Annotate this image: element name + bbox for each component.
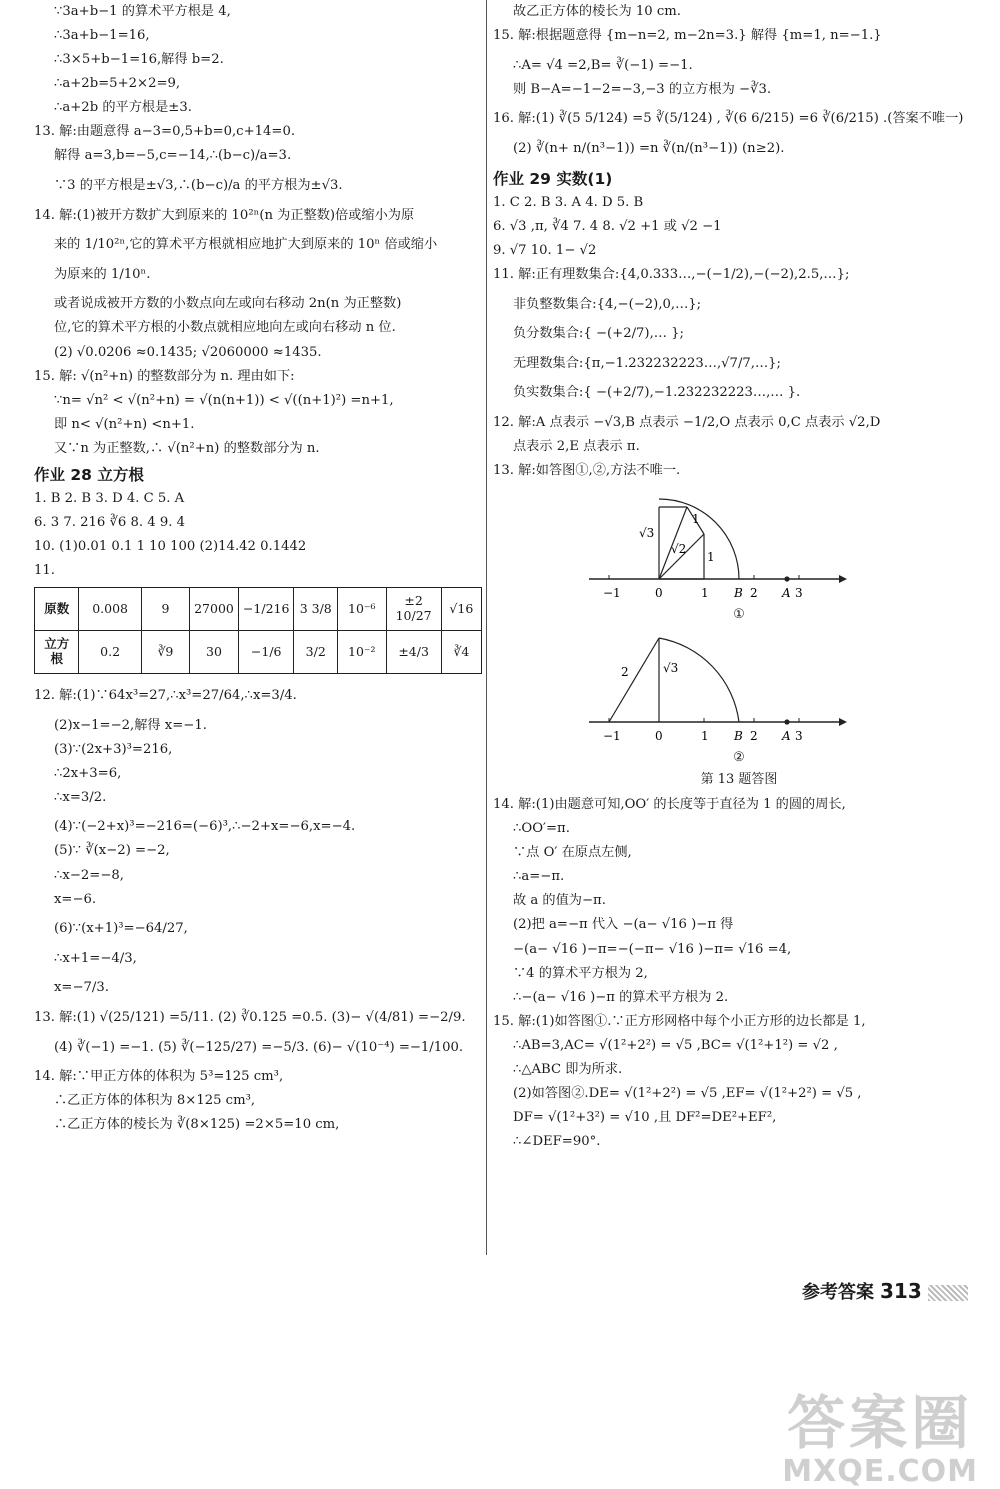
tick-label: 1 [701,586,709,601]
table-cell: 3 3/8 [294,588,338,631]
text-line: 14. 解:∵甲正方体的体积为 5³=125 cm³, [34,1069,284,1085]
tick-label: A [782,729,791,744]
footer-label: 参考答案 [802,1282,874,1303]
text-line: 14. 解:(1)被开方数扩大到原来的 10²ⁿ(n 为正整数)倍或缩小为原 [34,207,415,223]
text-line: 15. 解:(1)如答图①.∵正方形网格中每个小正方形的边长都是 1, [493,1013,866,1029]
text-line: ∴∠DEF=90°. [513,1134,601,1150]
tick-label: 3 [795,586,803,601]
left-column [34,4,482,1141]
text-line: 6. √3 ,π, ∛4 7. 4 8. √2 +1 或 √2 −1 [493,218,722,234]
figure-mark-1: ① [733,607,745,623]
text-line: (4)∵(−2+x)³=−216=(−6)³,∴−2+x=−6,x=−4. [54,819,356,835]
text-line: 12. 解:(1)∵64x³=27,∴x³=27/64,∴x=3/4. [34,688,297,703]
text-line: 点表示 2,E 点表示 π. [513,438,640,454]
text-line: 故乙正方体的棱长为 10 cm. [513,4,681,19]
text-line: 故 a 的值为−π. [513,893,606,909]
tick-label: −1 [603,586,621,601]
text-line: (2)如答图②.DE= √(1²+2²) = √5 ,EF= √(1²+2²) = √5 , [513,1086,862,1102]
cube-root-table [34,587,482,674]
table-cell: ±4/3 [386,631,441,674]
table-cell: ∛9 [141,631,189,674]
text-line: ∴OO′=π. [513,821,570,837]
text-line: (6)∵(x+1)³=−64/27, [54,921,188,937]
table-row [35,588,482,631]
text-line: 非负整数集合:{4,−(−2),0,…}; [513,296,702,312]
text-line: ∵3a+b−1 的算术平方根是 4, [54,4,231,19]
section-heading-29: 作业 29 实数(1) [493,170,613,189]
text-line: 又∵n 为正整数,∴ √(n²+n) 的整数部分为 n. [54,440,320,456]
table-cell: −1/6 [238,631,294,674]
text-line: (4) ∛(−1) =−1. (5) ∛(−125/27) =−5/3. (6)− √(10⁻⁴) =−1/100. [54,1039,464,1055]
text-line: 13. 解:如答图①,②,方法不唯一. [493,463,681,479]
text-line: 15. 解: √(n²+n) 的整数部分为 n. 理由如下: [34,368,295,384]
segment-label: 1 [692,512,700,527]
tick-label: B [734,586,743,601]
text-line: ∴3a+b−1=16, [54,28,150,44]
text-line: ∵4 的算术平方根为 2, [513,965,648,981]
figure-mark-2: ② [733,750,745,766]
footer-pattern [928,1285,968,1301]
text-line: 9. √7 10. 1− √2 [493,242,597,258]
table-row [35,631,482,674]
number-line-svg-2 [589,630,889,748]
table-cell: 0.008 [79,588,141,631]
watermark [782,1376,978,1489]
column-divider [486,0,487,1255]
text-line: ∴x−2=−8, [54,867,124,883]
table-cell: 立方根 [35,631,79,674]
table-cell: 3/2 [294,631,338,674]
text-line: ∴△ABC 即为所求. [513,1061,623,1077]
tick-label: −1 [603,729,621,744]
tick-label: 0 [655,586,663,601]
text-line: 11. [34,562,55,578]
text-line: (5)∵ ∛(x−2) =−2, [54,843,170,859]
table-cell: ±2 10/27 [386,588,441,631]
text-line: (3)∵(2x+3)³=216, [54,741,173,757]
text-line: 为原来的 1/10ⁿ. [54,266,151,282]
text-line: 16. 解:(1) ∛(5 5/124) =5 ∛(5/124) , ∛(6 6/215) =6 ∛(6/215) .(答案不唯一) [493,111,964,127]
table-cell: 30 [190,631,239,674]
table-cell: 10⁻⁶ [338,588,387,631]
table-cell: 9 [141,588,189,631]
text-line: ∴−(a− √16 )−π 的算术平方根为 2. [513,989,729,1005]
tick-label: 2 [750,586,758,601]
text-line: ∴3×5+b−1=16,解得 b=2. [54,52,224,68]
tick-label: 1 [701,729,709,744]
text-line: ∵n= √n² < √(n²+n) = √(n(n+1)) < √((n+1)²) =n+1, [54,392,394,408]
text-line: x=−7/3. [54,980,109,996]
table-cell: 0.2 [79,631,141,674]
text-line: 1. B 2. B 3. D 4. C 5. A [34,490,185,506]
text-line: 13. 解:(1) √(25/121) =5/11. (2) ∛0.125 =0.5. (3)− √(4/81) =−2/9. [34,1009,466,1025]
text-line: x=−6. [54,891,97,907]
tick-label: 3 [795,729,803,744]
tick-label: B [734,729,743,744]
text-line: ∴a=−π. [513,869,565,885]
text-line: −(a− √16 )−π=−(−π− √16 )−π= √16 =4, [513,941,792,957]
page-number: 313 [880,1279,922,1303]
figure-caption: 第 13 题答图 [700,771,778,787]
page-footer [802,1278,968,1304]
table-cell: 原数 [35,588,79,631]
text-line: (2)x−1=−2,解得 x=−1. [54,717,207,733]
segment-label: √3 [663,661,679,676]
text-line: ∴A= √4 =2,B= ∛(−1) =−1. [513,57,693,73]
text-line: ∴乙正方体的棱长为 ∛(8×125) =2×5=10 cm, [54,1117,340,1133]
segment-label: 2 [621,665,629,680]
text-line: ∴a+2b=5+2×2=9, [54,76,181,92]
text-line: 14. 解:(1)由题意可知,OO′ 的长度等于直径为 1 的圆的周长, [493,797,846,813]
text-line: ∴x=3/2. [54,789,107,805]
text-line: 15. 解:根据题意得 {m−n=2, m−2n=3.} 解得 {m=1, n=−1.} [493,28,882,44]
table-cell: √16 [441,588,481,631]
text-line: ∴2x+3=6, [54,765,122,781]
text-line: 无理数集合:{π,−1.232232223…,√7/7,…}; [513,355,781,371]
table-cell: 10⁻² [338,631,387,674]
table-cell: −1/216 [238,588,294,631]
table-cell: ∛4 [441,631,481,674]
text-line: 6. 3 7. 216 ∛6 8. 4 9. 4 [34,514,185,530]
number-line-figure-2 [589,630,968,765]
section-heading-28: 作业 28 立方根 [34,466,144,485]
text-line: (2) √0.0206 ≈0.1435; √2060000 ≈1435. [54,344,322,360]
text-line: ∵点 O′ 在原点左侧, [513,845,632,861]
text-line: ∴乙正方体的体积为 8×125 cm³, [54,1093,256,1109]
watermark-logo-text: 答案圈 [787,1389,974,1457]
tick-label: 2 [750,729,758,744]
text-line: 12. 解:A 点表示 −√3,B 点表示 −1/2,O 点表示 0,C 点表示 √2,D [493,414,881,430]
text-line: 位,它的算术平方根的小数点就相应地向左或向右移动 n 位. [54,320,396,336]
text-line: ∴AB=3,AC= √(1²+2²) = √5 ,BC= √(1²+1²) = √2 , [513,1037,838,1053]
tick-label: A [782,586,791,601]
text-line: ∴x+1=−4/3, [54,950,137,966]
text-line: 解得 a=3,b=−5,c=−14,∴(b−c)/a=3. [54,148,292,164]
text-line: 11. 解:正有理数集合:{4,0.333…,−(−1/2),−(−2),2.5,…}; [493,266,850,282]
text-line: 10. (1)0.01 0.1 1 10 100 (2)14.42 0.1442 [34,538,307,554]
table-cell: 27000 [190,588,239,631]
text-line: (2)把 a=−π 代入 −(a− √16 )−π 得 [513,917,734,933]
text-line: 则 B−A=−1−2=−3,−3 的立方根为 −∛3. [513,81,772,97]
segment-label: √3 [639,526,655,541]
segment-label: 1 [707,550,715,565]
number-line-figure-1 [589,487,968,622]
tick-label: 0 [655,729,663,744]
text-line: 或者说成被开方数的小数点向左或向右移动 2n(n 为正整数) [54,296,402,312]
number-line-svg-1 [589,487,889,605]
text-line: 负分数集合:{ −(+2/7),… }; [513,326,684,342]
text-line: ∴a+2b 的平方根是±3. [54,100,192,116]
text-line: 1. C 2. B 3. A 4. D 5. B [493,194,644,210]
text-line: 13. 解:由题意得 a−3=0,5+b=0,c+14=0. [34,124,296,140]
text-line: ∵3 的平方根是±√3,∴(b−c)/a 的平方根为±√3. [54,178,343,194]
watermark-url: MXQE.COM [782,1454,978,1489]
text-line: 即 n< √(n²+n) <n+1. [54,416,195,432]
text-line: (2) ∛(n+ n/(n³−1)) =n ∛(n/(n³−1)) (n≥2). [513,140,785,156]
segment-label: √2 [671,542,687,557]
text-line: DF= √(1²+3²) = √10 ,且 DF²=DE²+EF², [513,1110,777,1126]
right-column [493,4,968,1158]
text-line: 来的 1/10²ⁿ,它的算术平方根就相应地扩大到原来的 10ⁿ 倍或缩小 [54,237,438,253]
text-line: 负实数集合:{ −(+2/7),−1.232232223…,… }. [513,385,801,401]
